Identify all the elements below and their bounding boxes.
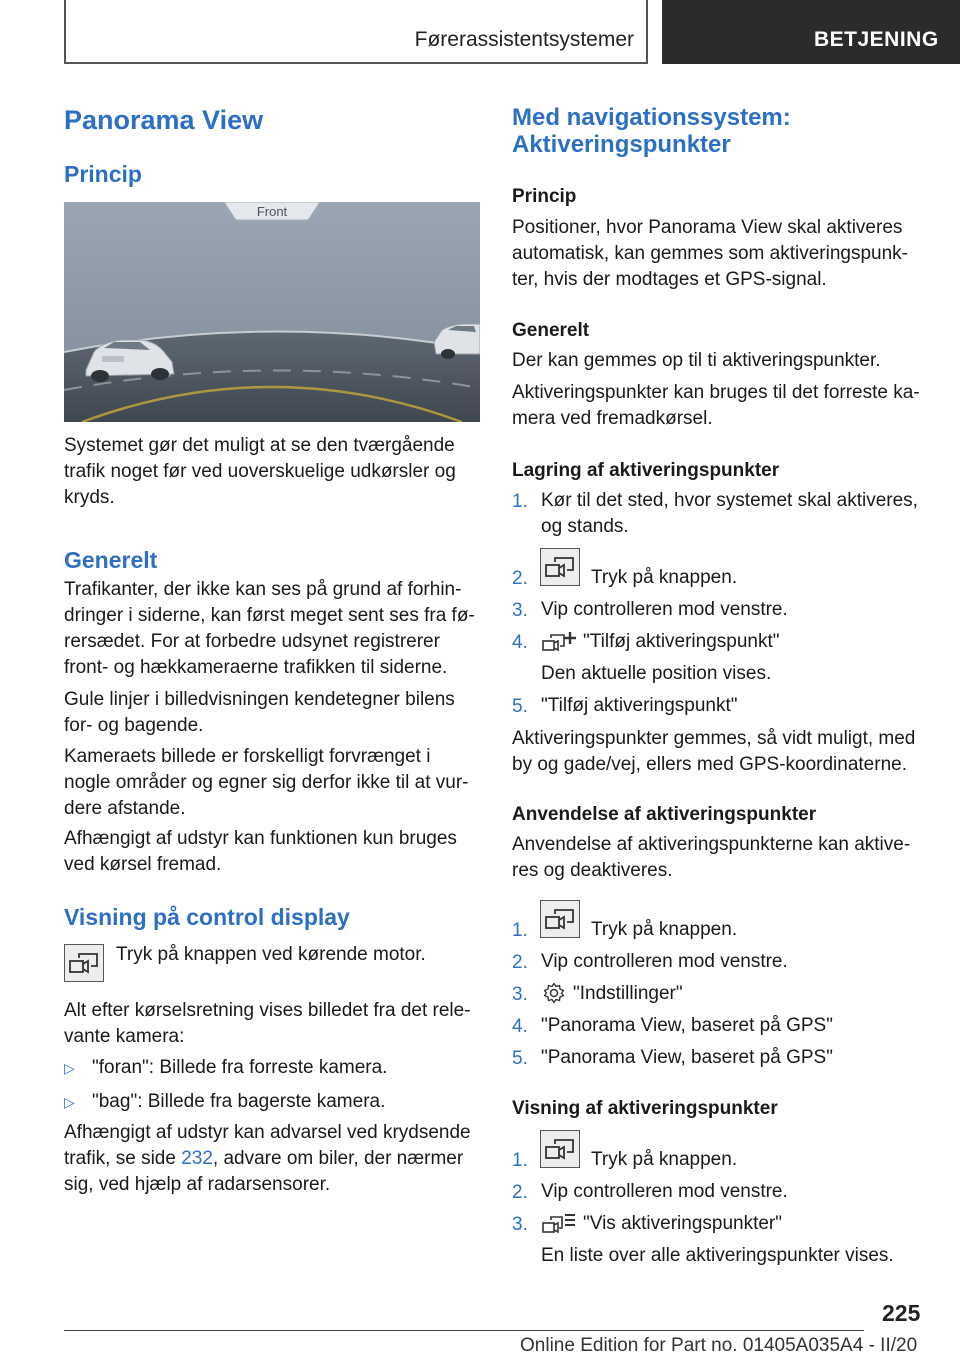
- header-chapter-title: BETJENING: [814, 28, 939, 51]
- bullet-back: "bag": Billede fra bagerste kamera.: [92, 1091, 386, 1112]
- header-section-tab: [64, 0, 648, 64]
- r-generelt-heading: Generelt: [512, 320, 590, 341]
- visning-step-3: "Vis aktiveringspunkter": [583, 1213, 783, 1234]
- step-number: 3.: [512, 1214, 528, 1235]
- anvendelse-step-4: "Panorama View, baseret på GPS": [541, 1015, 833, 1036]
- anvendelse-step-2: Vip controlleren mod venstre.: [541, 951, 788, 972]
- camera-list-icon: [542, 1212, 576, 1236]
- anvendelse-heading: Anvendelse af aktiveringspunkter: [512, 804, 817, 825]
- step-number: 5.: [512, 696, 528, 717]
- lagring-step-4: "Tilføj aktiveringspunkt": [583, 631, 780, 652]
- r-princip-text: Positioner, hvor Panorama View skal aktiveres automatisk, kan gemmes som aktiveringspunk- ter, hvis der modtages et GPS-signal.: [512, 217, 908, 290]
- generelt-paragraph-4: Afhængigt af udstyr kan funktionen kun bruges ved kørsel fremad.: [64, 828, 457, 875]
- visning-step-1: Tryk på knappen.: [591, 1149, 738, 1170]
- panorama-camera-icon: [540, 1130, 580, 1168]
- step-number: 1.: [512, 491, 528, 512]
- header-chapter-tab: [662, 0, 960, 64]
- step-number: 5.: [512, 1048, 528, 1069]
- page-title: Panorama View: [64, 105, 264, 135]
- bullet-front: "foran": Billede fra forreste kamera.: [92, 1057, 388, 1078]
- camera-add-icon: [542, 630, 576, 654]
- visning-step-3-result: En liste over alle aktiveringspunkter vises.: [541, 1245, 894, 1266]
- anvendelse-text: Anvendelse af aktiveringspunkterne kan aktive- res og deaktiveres.: [512, 834, 911, 881]
- panorama-view-illustration: [64, 202, 480, 422]
- step-number: 2.: [512, 568, 528, 589]
- generelt-paragraph-3: Kameraets billede er forskelligt forvrænget i nogle områder og egner sig derfor ikke til at vur- dere afstande.: [64, 746, 469, 819]
- step-number: 4.: [512, 632, 528, 653]
- generelt-heading: Generelt: [64, 547, 158, 573]
- step-number: 3.: [512, 984, 528, 1005]
- lagring-step-4-result: Den aktuelle position vises.: [541, 663, 772, 684]
- panorama-camera-icon: [540, 548, 580, 586]
- warning-paragraph: Afhængigt af udstyr kan advarsel ved krydsende trafik, se side 232, advare om biler, der nærmer sig, ved hjælp af radarsensorer.: [64, 1122, 471, 1195]
- display-button-text: Tryk på knappen ved kørende motor.: [116, 944, 426, 965]
- step-number: 3.: [512, 600, 528, 621]
- step-number: 1.: [512, 920, 528, 941]
- bullet-marker: ▷: [64, 1094, 75, 1110]
- step-number: 2.: [512, 1182, 528, 1203]
- anvendelse-step-1: Tryk på knappen.: [591, 919, 738, 940]
- lagring-heading: Lagring af aktiveringspunkter: [512, 460, 780, 481]
- anvendelse-step-5: "Panorama View, baseret på GPS": [541, 1047, 833, 1068]
- front-label: Front: [256, 204, 288, 219]
- display-paragraph: Alt efter kørselsretning vises billedet fra det rele- vante kamera:: [64, 1000, 471, 1047]
- nav-title: Med navigationssystem: Aktiveringspunkter: [512, 104, 791, 158]
- r-generelt-p2: Aktiveringspunkter kan bruges til det forreste ka- mera ved fremadkørsel.: [512, 382, 920, 429]
- footer-divider: [64, 1330, 864, 1331]
- step-number: 4.: [512, 1016, 528, 1037]
- panorama-camera-icon: [64, 944, 104, 982]
- gear-icon: [543, 982, 565, 1004]
- princip-heading: Princip: [64, 161, 142, 187]
- lagring-step-2: Tryk på knappen.: [591, 567, 738, 588]
- lagring-step-1: Kør til det sted, hvor systemet skal aktiveres, og stands.: [541, 490, 918, 537]
- page-number: 225: [882, 1300, 921, 1326]
- panorama-camera-icon: [540, 900, 580, 938]
- bullet-marker: ▷: [64, 1060, 75, 1076]
- lagring-step-5: "Tilføj aktiveringspunkt": [541, 695, 738, 716]
- r-generelt-p1: Der kan gemmes op til ti aktiveringspunkter.: [512, 350, 881, 371]
- visning-step-2: Vip controlleren mod venstre.: [541, 1181, 788, 1202]
- display-heading: Visning på control display: [64, 904, 350, 930]
- lagring-step-3: Vip controlleren mod venstre.: [541, 599, 788, 620]
- step-number: 1.: [512, 1150, 528, 1171]
- generelt-paragraph-2: Gule linjer i billedvisningen kendetegner bilens for- og bagende.: [64, 689, 455, 736]
- lagring-after-text: Aktiveringspunkter gemmes, så vidt muligt, med by og gade/vej, ellers med GPS-koordinaterne.: [512, 728, 916, 775]
- anvendelse-step-3: "Indstillinger": [573, 983, 683, 1004]
- r-princip-heading: Princip: [512, 186, 577, 207]
- page-link[interactable]: 232: [181, 1148, 213, 1169]
- step-number: 2.: [512, 952, 528, 973]
- header-section-title: Førerassistentsystemer: [414, 28, 634, 51]
- visning-heading: Visning af aktiveringspunkter: [512, 1098, 778, 1119]
- intro-text: Systemet gør det muligt at se den tværgående trafik noget før ved uoverskuelige udkørsler og kryds.: [64, 435, 456, 508]
- footer-edition: Online Edition for Part no. 01405A035A4 - II/20: [520, 1335, 918, 1356]
- generelt-paragraph-1: Trafikanter, der ikke kan ses på grund af forhin- dringer i siderne, kan først meget sent ses fra fø- rersædet. For at forbedre udsynet registrerer front- og hækkameraerne trafikken til siderne.: [64, 579, 475, 678]
